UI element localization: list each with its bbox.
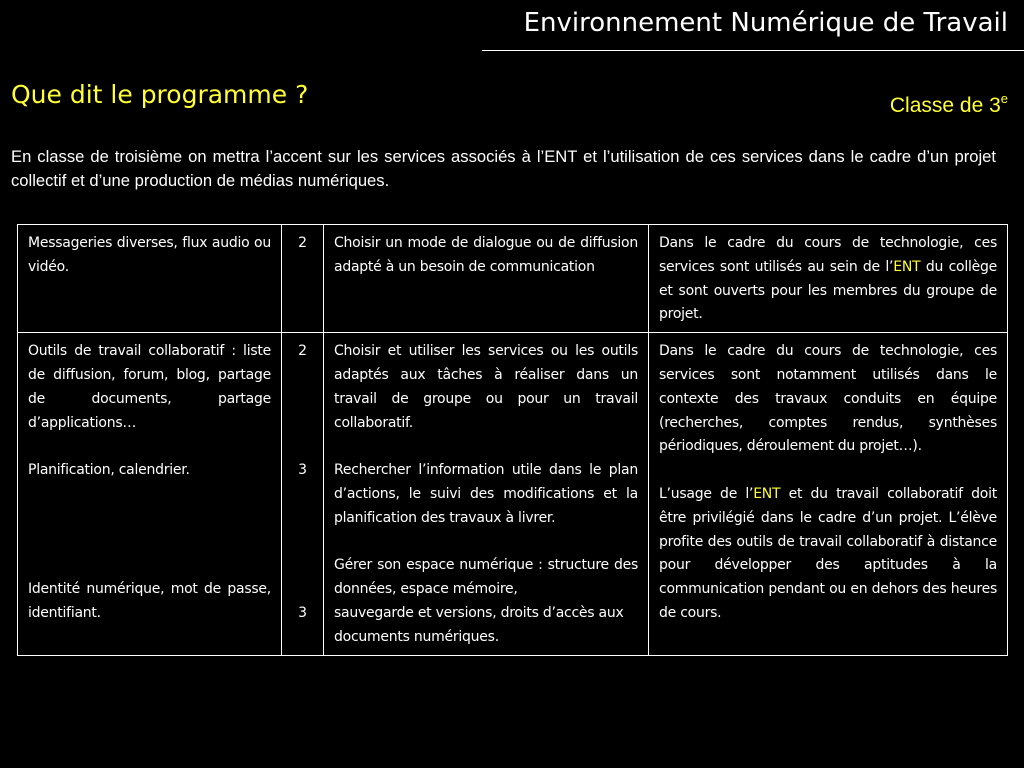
cell-text: Choisir et utiliser les services ou les outils adaptés aux tâches à réaliser dans un travail de groupe ou pour un travail collaboratif. — [334, 343, 638, 431]
table-cell-skill — [324, 333, 649, 655]
cell-text: 3 — [298, 604, 307, 621]
class-level-text: Classe de 3 — [889, 94, 1001, 117]
ent-highlight: ENT — [753, 485, 781, 502]
cell-text: Outils de travail collaboratif : liste de diffusion, forum, blog, partage de documents, partage d’applications… — [28, 343, 271, 431]
table-cell-level: 2 — [282, 225, 324, 333]
cell-text: Rechercher l’information utile dans le plan d’actions, le suivi des modifications et la planification des travaux à livrer. — [334, 462, 638, 526]
class-level-superscript: e — [1000, 91, 1008, 106]
cell-text: Dans le cadre du cours de technologie, ces services sont utilisés au sein de l’ — [659, 235, 997, 275]
program-table — [17, 224, 1008, 656]
cell-text: Dans le cadre du cours de technologie, ces services sont notamment utilisés dans le contexte des travaux conduits en équipe (recherches, comptes rendus, synthèses périodiques, déroulement du projet…). — [659, 343, 997, 455]
cell-text: Planification, calendrier. — [28, 462, 190, 479]
intro-paragraph: En classe de troisième on mettra l’accent sur les services associés à l’ENT et l’utilisation de ces services dans le cadre d’un projet collectif et d’une production de médias numériques. — [11, 147, 996, 190]
table-cell-tool: Messageries diverses, flux audio ou vidéo. — [18, 225, 282, 333]
cell-text: et du travail collaboratif doit être privilégié dans le cadre d’un projet. L’élève profite des outils de travail collaboratif à distance pour développer des aptitudes à la communication pendant ou en dehors des heures de cours. — [659, 485, 997, 621]
section-heading: Que dit le programme ? — [11, 80, 309, 109]
cell-text: 3 — [298, 462, 307, 479]
table-row — [18, 333, 1008, 655]
table-cell-level — [282, 333, 324, 655]
cell-text: Gérer son espace numérique : structure des données, espace mémoire, — [334, 557, 638, 598]
cell-text: L’usage de l’ — [659, 485, 754, 502]
cell-text: du collège et sont ouverts pour les membres du groupe de projet. — [659, 258, 997, 323]
cell-text: sauvegarde et versions, droits d’accès aux documents numériques. — [334, 604, 624, 645]
table-cell-context — [649, 333, 1008, 655]
class-level-label — [889, 91, 1008, 118]
table-cell-skill: Choisir un mode de dialogue ou de diffusion adapté à un besoin de communication — [324, 225, 649, 333]
header-divider — [482, 50, 1024, 51]
cell-text: 2 — [298, 343, 307, 360]
table-cell-tool — [18, 333, 282, 655]
table-row — [18, 225, 1008, 333]
ent-highlight: ENT — [893, 258, 921, 275]
slide-header-title: Environnement Numérique de Travail — [523, 8, 1008, 38]
cell-text: Identité numérique, mot de passe, identifiant. — [28, 581, 271, 621]
cell-text — [659, 483, 997, 626]
table-cell-context — [649, 225, 1008, 333]
